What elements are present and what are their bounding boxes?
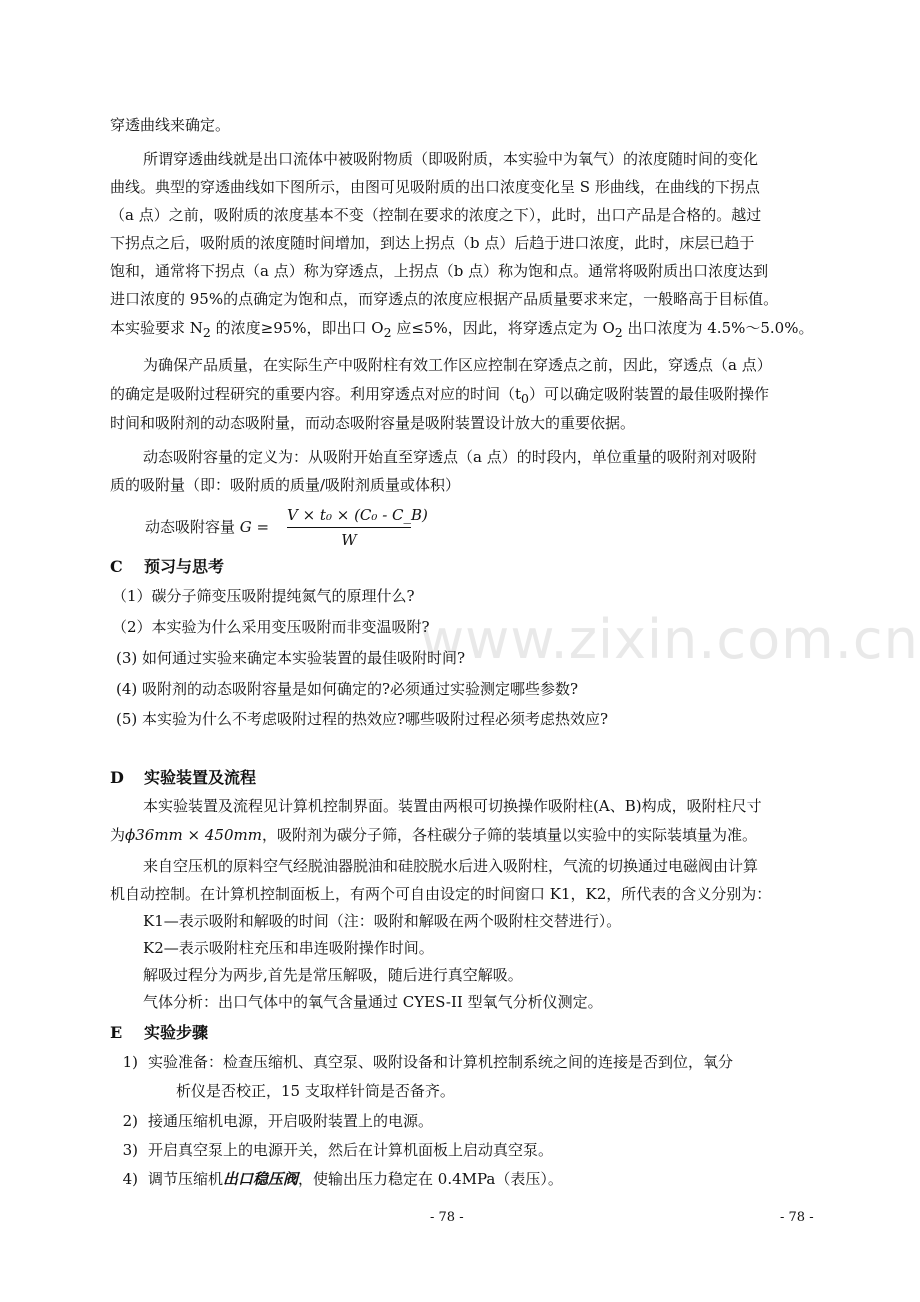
step-1-continued: 析仪是否校正，15 支取样针筒是否备齐。 [176, 1082, 455, 1100]
para2-line1: 为确保产品质量，在实际生产中吸附柱有效工作区应控制在穿透点之前，因此，穿透点（a 点） [143, 356, 772, 374]
step-2 [110, 1111, 433, 1131]
sectionD-line5: K1—表示吸附和解吸的时间（注：吸附和解吸在两个吸附柱交替进行）。 [143, 912, 622, 930]
sectionD-line6: K2—表示吸附柱充压和串连吸附操作时间。 [143, 939, 434, 957]
formula-label: 动态吸附容量 G = [145, 518, 270, 536]
para2-line2-part-b: ）可以确定吸附装置的最佳吸附操作 [528, 385, 769, 403]
sectionD-line7: 解吸过程分为两步,首先是常压解吸，随后进行真空解吸。 [143, 966, 523, 984]
question-4: (4) 吸附剂的动态吸附容量是如何确定的?必须通过实验测定哪些参数? [116, 680, 579, 698]
step-number: 3) [122, 1141, 138, 1159]
step-number: 2) [122, 1112, 138, 1130]
section-d-heading [110, 767, 256, 789]
sectionD-line3: 来自空压机的原料空气经脱油器脱油和硅胶脱水后进入吸附柱，气流的切换通过电磁阀由计算 [143, 857, 759, 875]
step-text-a: 调节压缩机 [148, 1170, 224, 1188]
subscript: 2 [202, 325, 211, 340]
para2-line3: 时间和吸附剂的动态吸附量，而动态吸附容量是吸附装置设计放大的重要依据。 [110, 414, 636, 432]
section-title: 实验步骤 [144, 1023, 209, 1042]
step-text: 实验准备：检查压缩机、真空泵、吸附设备和计算机控制系统之间的连接是否到位，氧分 [148, 1053, 734, 1071]
sectionD-line2 [110, 825, 757, 845]
section-letter: C [110, 557, 123, 576]
step-1 [110, 1052, 733, 1072]
formula-denominator: W [341, 531, 357, 549]
step-3 [110, 1140, 553, 1160]
intro-end-line: 穿透曲线来确定。 [110, 116, 231, 134]
para3-line1: 动态吸附容量的定义为：从吸附开始直至穿透点（a 点）的时段内，单位重量的吸附剂对吸附 [143, 448, 757, 466]
section-title: 实验装置及流程 [144, 768, 257, 787]
formula-fraction [287, 505, 428, 550]
watermark: www.zixin.com.cn [420, 608, 919, 671]
page-number-right: - 78 - [780, 1210, 814, 1225]
para1-line7-part-b: 的浓度≥95%，即出口 O [210, 319, 384, 337]
question-2: （2）本实验为什么采用变压吸附而非变温吸附? [112, 618, 430, 636]
para1-line2: 曲线。典型的穿透曲线如下图所示，由图可见吸附质的出口浓度变化呈 S 形曲线，在曲线的下拐点 [110, 178, 760, 196]
section-title: 预习与思考 [144, 557, 225, 576]
section-letter: E [110, 1023, 123, 1042]
sectionD-line8: 气体分析：出口气体中的氧气含量通过 CYES-II 型氧气分析仪测定。 [143, 993, 603, 1011]
step-4 [110, 1169, 563, 1189]
para2-line2 [110, 384, 769, 409]
sectionD-line2-part-b: ，吸附剂为碳分子筛，各柱碳分子筛的装填量以实验中的实际装填量为准。 [261, 826, 757, 844]
section-e-heading [110, 1022, 208, 1044]
step-number: 4) [122, 1170, 138, 1188]
question-5: (5) 本实验为什么不考虑吸附过程的热效应?哪些吸附过程必须考虑热效应? [116, 710, 609, 728]
para1-line3: （a 点）之前，吸附质的浓度基本不变（控制在要求的浓度之下），此时，出口产品是合格的。越过 [110, 206, 762, 224]
para1-line1: 所谓穿透曲线就是出口流体中被吸附物质（即吸附质，本实验中为氧气）的浓度随时间的变化 [143, 150, 759, 168]
subscript: 0 [521, 391, 529, 406]
para1-line7-part-a: 本实验要求 N [110, 319, 203, 337]
fraction-bar [287, 527, 411, 528]
para1-line7-part-d: 出口浓度为 4.5%～5.0%。 [622, 319, 814, 337]
subscript: 2 [383, 325, 392, 340]
outlet-valve-emphasis: 出口稳压阀 [223, 1170, 299, 1188]
step-number: 1) [122, 1053, 138, 1071]
sectionD-line2-part-a: 为 [110, 826, 126, 844]
step-text-b: ，使输出压力稳定在 0.4MPa（表压）。 [298, 1170, 563, 1188]
para3-line2: 质的吸附量（即：吸附质的质量/吸附剂质量或体积） [110, 476, 461, 494]
step-text: 接通压缩机电源，开启吸附装置上的电源。 [148, 1112, 434, 1130]
question-1: （1）碳分子筛变压吸附提纯氮气的原理什么? [112, 587, 415, 605]
para2-line2-part-a: 的确定是吸附过程研究的重要内容。利用穿透点对应的时间（t [110, 385, 522, 403]
sectionD-line4: 机自动控制。在计算机控制面板上，有两个可自由设定的时间窗口 K1，K2，所代表的含义分别为： [110, 885, 772, 903]
subscript: 2 [614, 325, 623, 340]
page-number-center: - 78 - [430, 1210, 464, 1225]
para1-line7 [110, 318, 813, 343]
formula-numerator: V × t₀ × (C₀ - C_B) [287, 506, 428, 524]
sectionD-line1: 本实验装置及流程见计算机控制界面。装置由两根可切换操作吸附柱(A、B)构成，吸附柱尺寸 [143, 797, 762, 815]
section-letter: D [110, 768, 124, 787]
question-3: (3) 如何通过实验来确定本实验装置的最佳吸附时间? [116, 649, 466, 667]
column-dimension: ϕ36mm × 450mm [125, 826, 262, 844]
para1-line6: 进口浓度的 95%的点确定为饱和点，而穿透点的浓度应根据产品质量要求来定，一般略高于目标值。 [110, 290, 779, 308]
para1-line5: 饱和，通常将下拐点（a 点）称为穿透点，上拐点（b 点）称为饱和点。通常将吸附质出口浓度达到 [110, 262, 769, 280]
section-c-heading [110, 556, 224, 578]
step-text: 开启真空泵上的电源开关，然后在计算机面板上启动真空泵。 [148, 1141, 554, 1159]
formula-lhs: G = [239, 518, 270, 536]
para1-line4: 下拐点之后，吸附质的浓度随时间增加，到达上拐点（b 点）后趋于进口浓度，此时，床层已趋于 [110, 234, 755, 252]
para1-line7-part-c: 应≤5%，因此，将穿透点定为 O [391, 319, 615, 337]
